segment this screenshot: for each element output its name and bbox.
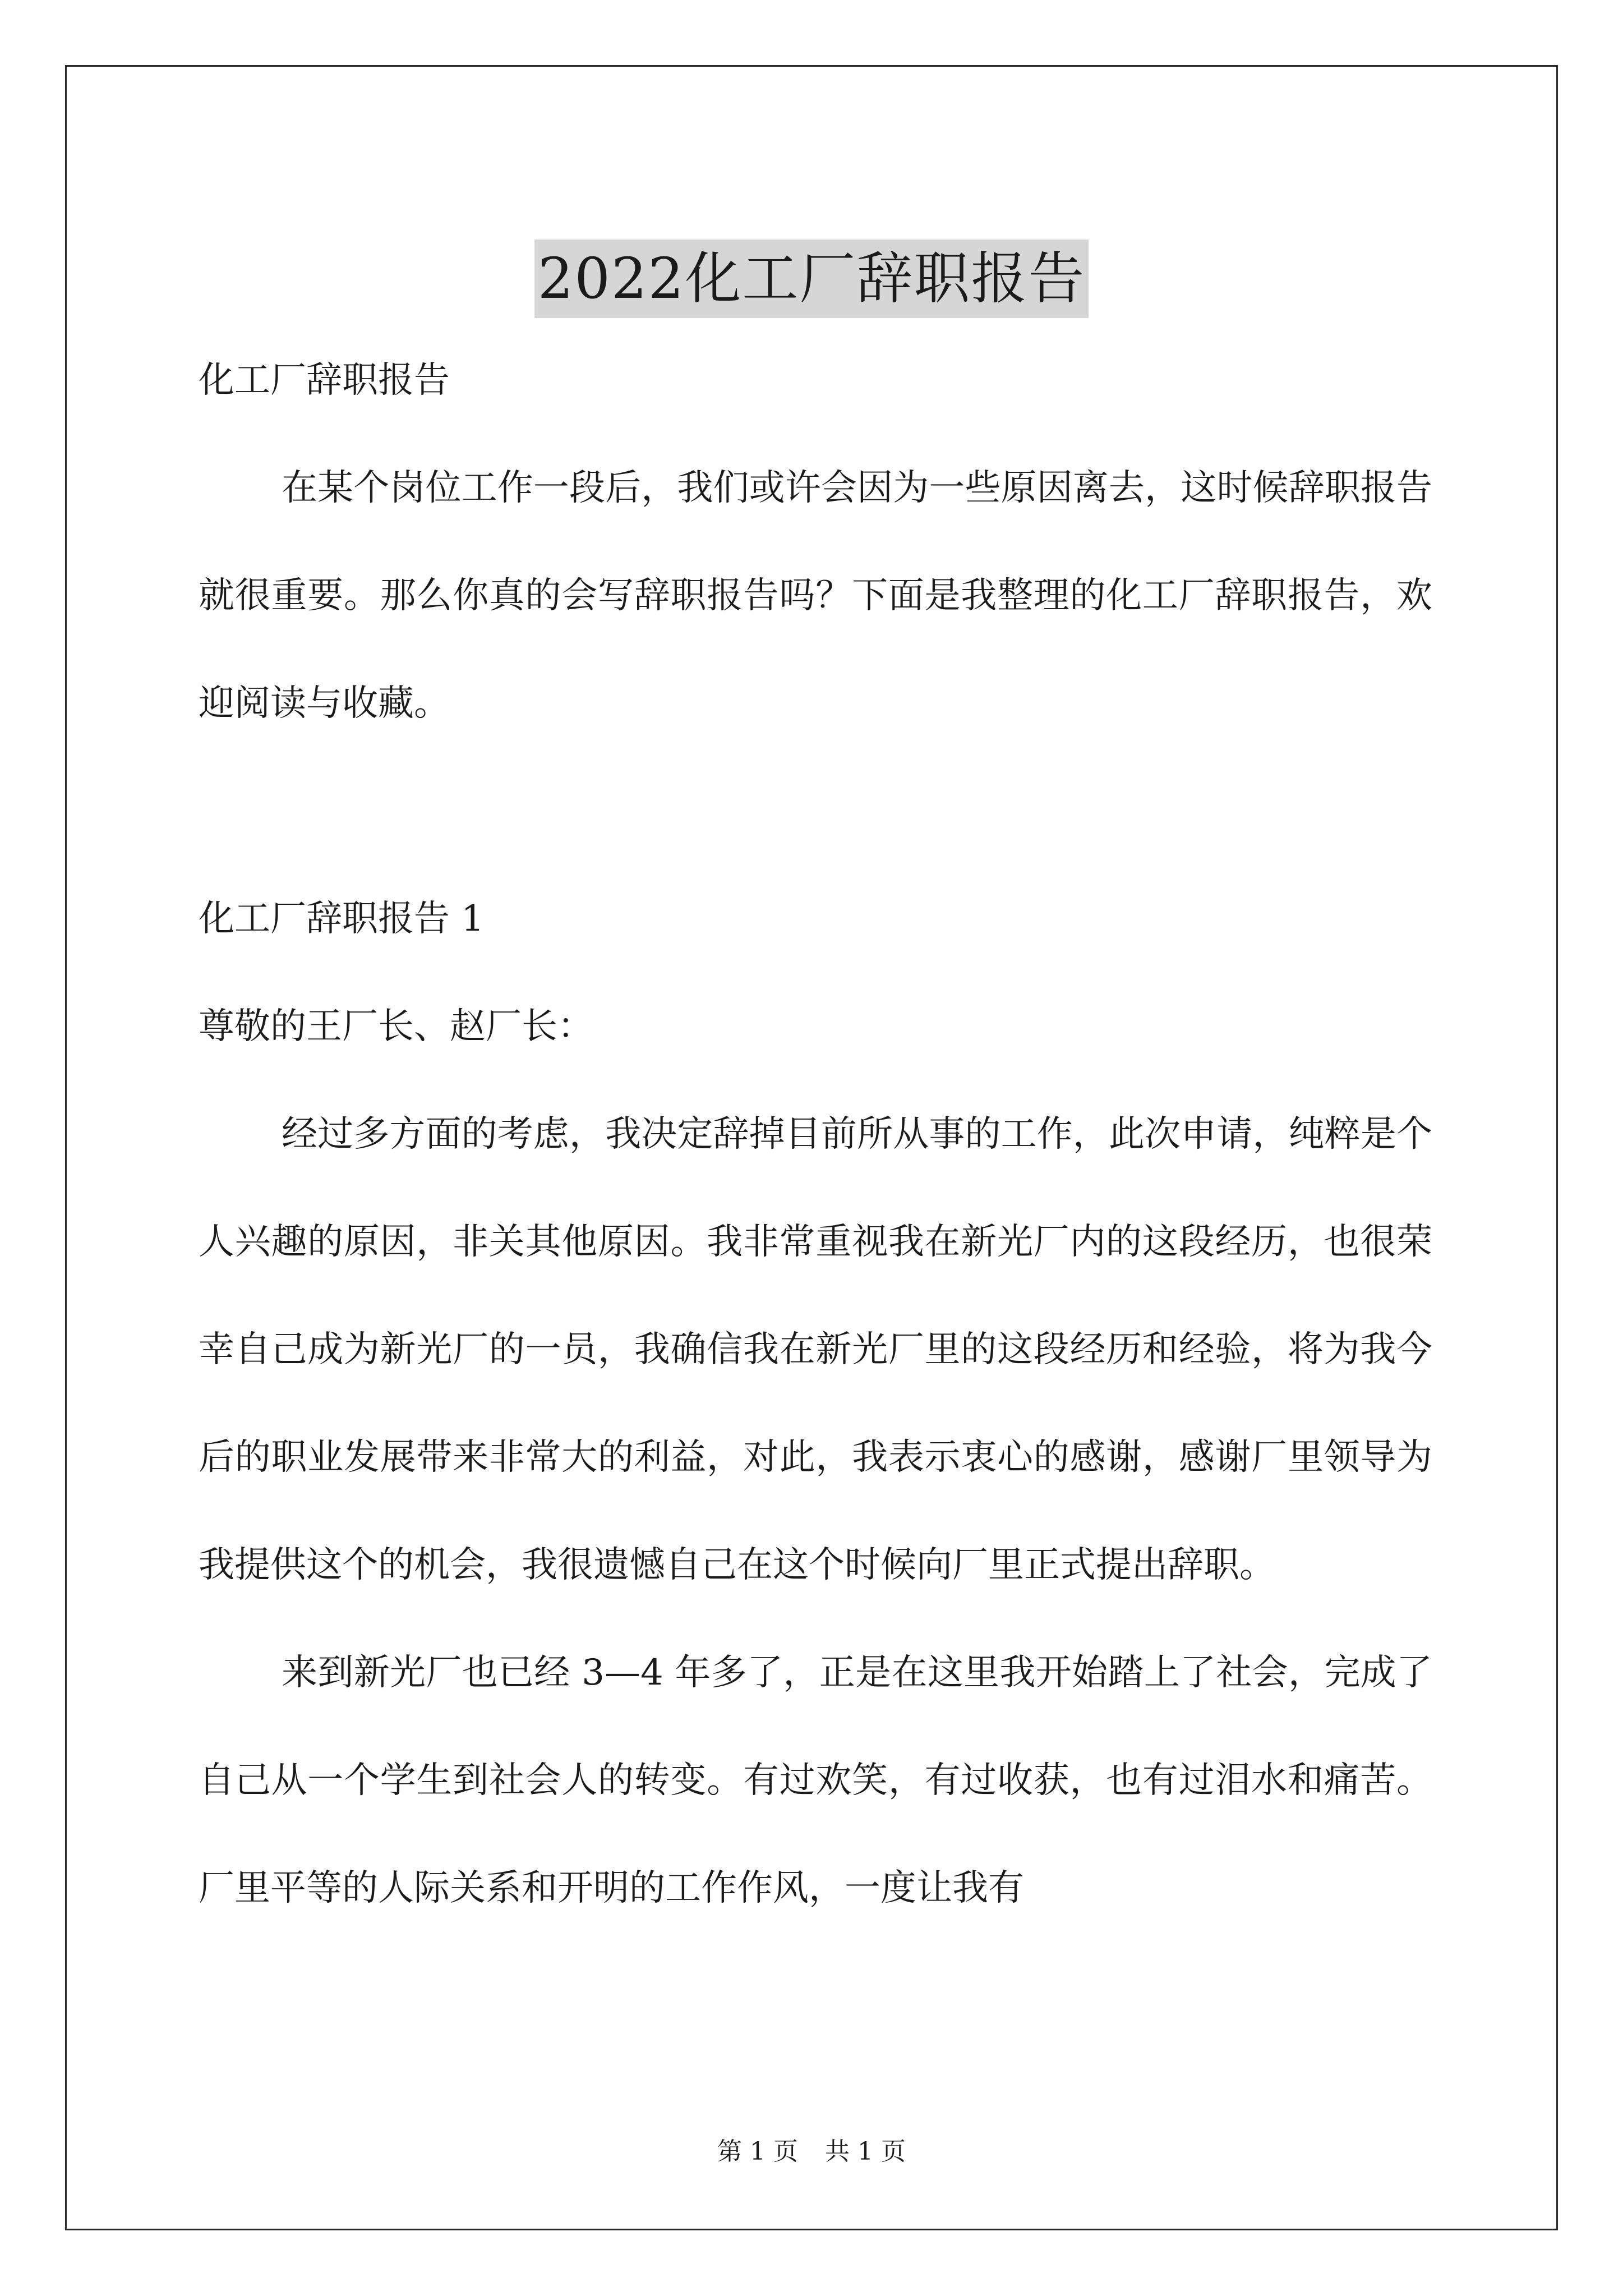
section-title: 化工厂辞职报告 1 [199, 898, 485, 940]
subheading: 化工厂辞职报告 [199, 360, 450, 401]
body-paragraph-2: 来到新光厂也已经 3—4 年多了，正是在这里我开始踏上了社会，完成了自己从一个学生到社会人的转变。有过欢笑，有过收获，也有过泪水和痛苦。厂里平等的人际关系和开明的工作作风，一度让我有 [199, 1652, 1432, 1909]
salutation: 尊敬的王厂长、赵厂长： [199, 1006, 593, 1047]
page-footer [0, 2135, 1623, 2169]
page-total: 共 1 页 [825, 2137, 906, 2166]
page-number: 第 1 页 [717, 2137, 798, 2166]
body-paragraph-1: 经过多方面的考虑，我决定辞掉目前所从事的工作，此次申请，纯粹是个人兴趣的原因，非关其他原因。我非常重视我在新光厂内的这段经历，也很荣幸自己成为新光厂的一员，我确信我在新光厂里的这段经历和经验，将为我今后的职业发展带来非常大的利益，对此，我表示衷心的感谢，感谢厂里领导为我提供这个的机会，我很遗憾自己在这个时候向厂里正式提出辞职。 [199, 1114, 1432, 1586]
intro-paragraph: 在某个岗位工作一段后，我们或许会因为一些原因离去，这时候辞职报告就很重要。那么你真的会写辞职报告吗？下面是我整理的化工厂辞职报告，欢迎阅读与收藏。 [199, 467, 1432, 724]
blank-line [199, 757, 1432, 865]
document-title: 2022化工厂辞职报告 [534, 240, 1089, 318]
document-body [199, 326, 1432, 1942]
